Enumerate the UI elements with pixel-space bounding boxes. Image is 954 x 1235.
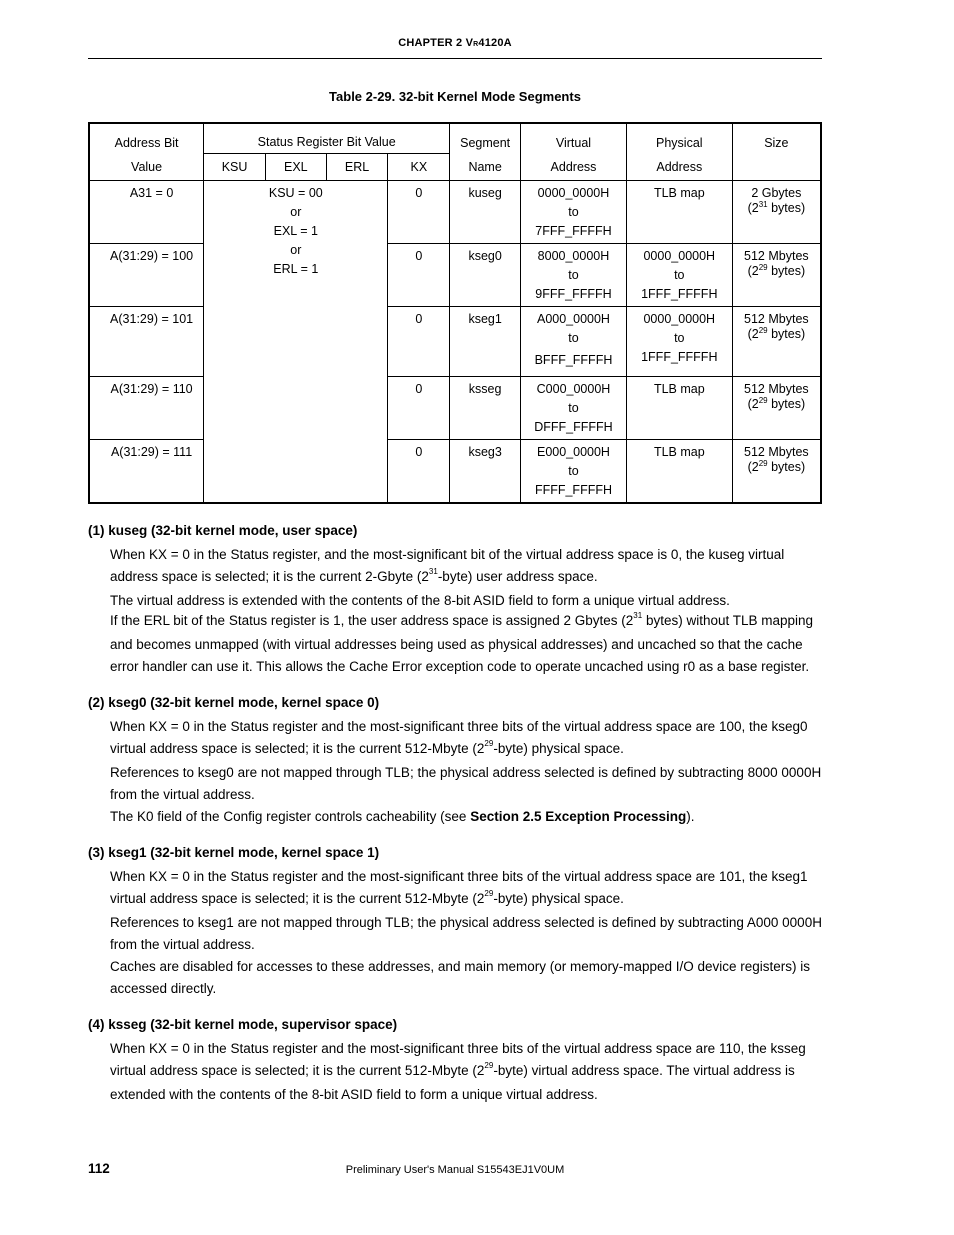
segment-name-cell: kseg0 xyxy=(450,244,521,307)
section-heading: (4) ksseg (32-bit kernel mode, supervisor space) xyxy=(88,1017,398,1032)
body-content xyxy=(88,522,822,1106)
physical-address-cell: TLB map xyxy=(626,377,732,440)
header-rule xyxy=(88,58,822,59)
paragraph: References to kseg1 are not mapped through TLB; the physical address selected is defined by subtracting A000 0000H from the virtual address. xyxy=(110,915,822,952)
chapter-model: 4120A xyxy=(478,37,512,49)
status-line: or xyxy=(290,205,302,219)
section-heading: (2) kseg0 (32-bit kernel mode, kernel space 0) xyxy=(88,695,380,710)
physical-address-cell: 0000_0000H to 1FFF_FFFFH xyxy=(626,307,732,377)
table-header-row-2 xyxy=(89,154,821,181)
header-size: Size xyxy=(732,123,821,154)
table-header-row-1 xyxy=(89,123,821,154)
header-segment-name: Name xyxy=(450,154,521,181)
paragraph: The K0 field of the Config register controls cacheability (see Section 2.5 Exception Processing). xyxy=(110,809,695,824)
table-row xyxy=(89,244,821,307)
address-bit-cell: A(31:29) = 101 xyxy=(89,307,204,377)
status-line: ERL = 1 xyxy=(273,262,319,276)
segment-name-cell: kuseg xyxy=(450,181,521,244)
footer-manual-id: Preliminary User's Manual S15543EJ1V0UM xyxy=(345,1164,565,1176)
size-cell: 512 Mbytes ($2^{29}$ bytes) xyxy=(732,377,821,440)
address-bit-cell: A31 = 0 xyxy=(89,181,204,244)
paragraph: When KX = 0 in the Status register and the most-significant three bits of the virtual address space are 110, the ksseg virtual address space is selected; it is the current 512-Mbyte $(2^{29}-byte)$ virtual address space. The virtual address is extended with the contents of the 8-bit ASID field to form a unique virtual address. xyxy=(110,1041,806,1102)
header-segment: Segment xyxy=(450,123,521,154)
virtual-address-cell: C000_0000H to DFFF_FFFFH xyxy=(521,377,627,440)
paragraph: If the ERL bit of the Status register is 1, the user address space is assigned 2 Gbytes ($2^{31}$ bytes) without TLB mapping and becomes unmapped (with virtual addresses being used as physical addresses) and uncached so that the cache error handler can use it. This allows the Cache Error exception code to operate uncached using r0 as a base register. xyxy=(110,611,814,674)
status-line: EXL = 1 xyxy=(273,224,318,238)
page-header xyxy=(88,37,822,49)
status-merged-cell xyxy=(204,181,388,504)
kernel-segments-table xyxy=(88,122,822,504)
physical-address-cell: TLB map xyxy=(626,440,732,504)
table-row xyxy=(89,181,821,244)
size-cell: 512 Mbytes ($2^{29}$ bytes) xyxy=(732,307,821,377)
segment-name-cell: kseg3 xyxy=(450,440,521,504)
segment-name-cell: ksseg xyxy=(450,377,521,440)
header-address-value: Value xyxy=(89,154,204,181)
header-exl: EXL xyxy=(265,154,326,181)
kx-cell: 0 xyxy=(388,377,450,440)
table-row xyxy=(89,377,821,440)
paragraph: When KX = 0 in the Status register and the most-significant three bits of the virtual address space are 100, the kseg0 virtual address space is selected; it is the current 512-Mbyte $(2^{29}-byte)$ physical space. xyxy=(110,719,808,756)
paragraph: When KX = 0 in the Status register and the most-significant three bits of the virtual address space are 101, the kseg1 virtual address space is selected; it is the current 512-Mbyte $(2^{29}-byte)$ physical space. xyxy=(110,869,808,906)
status-line: or xyxy=(290,243,302,257)
chapter-subscript: R xyxy=(473,41,479,48)
header-virtual: Virtual xyxy=(521,123,627,154)
header-kx: KX xyxy=(388,154,450,181)
chapter-label: CHAPTER 2 V xyxy=(398,37,474,49)
header-status-register: Status Register Bit Value xyxy=(204,123,450,154)
paragraph: The virtual address is extended with the contents of the 8-bit ASID field to form a unique virtual address. xyxy=(110,593,730,608)
segment-name-cell: kseg1 xyxy=(450,307,521,377)
virtual-address-cell: 0000_0000H to 7FFF_FFFFH xyxy=(521,181,627,244)
header-physical-address: Address xyxy=(626,154,732,181)
size-cell: 512 Mbytes ($2^{29}$ bytes) xyxy=(732,440,821,504)
physical-address-cell: TLB map xyxy=(626,181,732,244)
status-line: KSU = 00 xyxy=(268,186,323,200)
kx-cell: 0 xyxy=(388,244,450,307)
paragraph: References to kseg0 are not mapped through TLB; the physical address selected is defined by subtracting 8000 0000H from the virtual address. xyxy=(110,765,822,802)
kx-cell: 0 xyxy=(388,181,450,244)
header-ksu: KSU xyxy=(204,154,266,181)
section-heading: (1) kuseg (32-bit kernel mode, user space) xyxy=(88,523,358,538)
size-cell: 512 Mbytes ($2^{29}$ bytes) xyxy=(732,244,821,307)
table-row xyxy=(89,440,821,504)
size-cell: 2 Gbytes ($2^{31}$ bytes) xyxy=(732,181,821,244)
physical-address-cell: 0000_0000H to 1FFF_FFFFH xyxy=(626,244,732,307)
table-caption: Table 2-29. 32-bit Kernel Mode Segments xyxy=(329,89,581,104)
header-size-blank xyxy=(732,154,821,181)
header-virtual-address: Address xyxy=(521,154,627,181)
virtual-address-cell: 8000_0000H to 9FFF_FFFFH xyxy=(521,244,627,307)
paragraph: When KX = 0 in the Status register, and the most-significant bit of the virtual address space is 0, the kuseg virtual address space is selected; it is the current 2-Gbyte $(2^{31}-byte)$ user address space. xyxy=(110,547,785,584)
address-bit-cell: A(31:29) = 100 xyxy=(89,244,204,307)
virtual-address-cell: E000_0000H to FFFF_FFFFH xyxy=(521,440,627,504)
virtual-address-cell: A000_0000H to BFFF_FFFFH xyxy=(521,307,627,377)
header-erl: ERL xyxy=(326,154,388,181)
header-address-bit: Address Bit xyxy=(89,123,204,154)
header-physical: Physical xyxy=(626,123,732,154)
paragraph: Caches are disabled for accesses to these addresses, and main memory (or memory-mapped I/O device registers) is accessed directly. xyxy=(110,959,811,996)
page-number: 112 xyxy=(88,1161,110,1176)
address-bit-cell: A(31:29) = 110 xyxy=(89,377,204,440)
kx-cell: 0 xyxy=(388,440,450,504)
table-row xyxy=(89,307,821,377)
section-reference: Section 2.5 Exception Processing xyxy=(470,809,687,824)
address-bit-cell: A(31:29) = 111 xyxy=(89,440,204,504)
section-heading: (3) kseg1 (32-bit kernel mode, kernel space 1) xyxy=(88,845,380,860)
kx-cell: 0 xyxy=(388,307,450,377)
